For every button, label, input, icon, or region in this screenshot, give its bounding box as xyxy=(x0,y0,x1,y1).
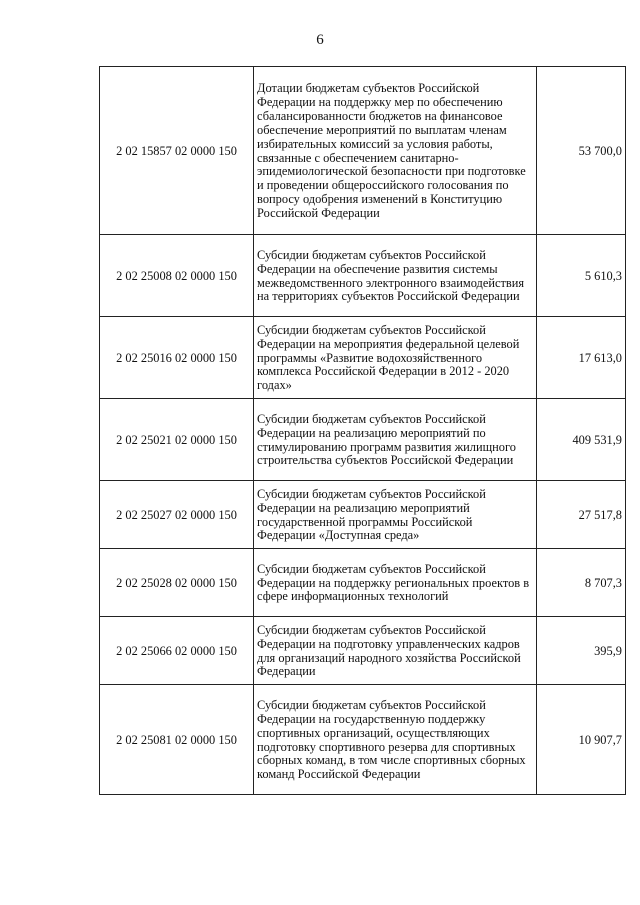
budget-description: Субсидии бюджетам субъектов Российской Федерации на государственную поддержку спортивных организаций, осуществляющих подготовку спортивного резерва для спортивных сборных команд, в том числе спортивных сборных команд Российской Федерации xyxy=(254,685,537,795)
budget-amount: 5 610,3 xyxy=(536,235,625,317)
budget-code: 2 02 25016 02 0000 150 xyxy=(100,317,254,399)
budget-amount: 53 700,0 xyxy=(536,67,625,235)
budget-code: 2 02 25008 02 0000 150 xyxy=(100,235,254,317)
table-row xyxy=(100,549,626,617)
budget-code: 2 02 25027 02 0000 150 xyxy=(100,481,254,549)
budget-code: 2 02 25028 02 0000 150 xyxy=(100,549,254,617)
budget-description: Дотации бюджетам субъектов Российской Федерации на поддержку мер по обеспечению сбалансированности бюджетов на финансовое обеспечение мероприятий по выплатам членам избирательных комиссий за условия работы, связанные с обеспечением санитарно-эпидемиологической безопасности при подготовке и проведении общероссийского голосования по вопросу одобрения изменений в Конституцию Российской Федерации xyxy=(254,67,537,235)
budget-amount: 17 613,0 xyxy=(536,317,625,399)
budget-description: Субсидии бюджетам субъектов Российской Федерации на подготовку управленческих кадров для организаций народного хозяйства Российской Федерации xyxy=(254,617,537,685)
budget-description: Субсидии бюджетам субъектов Российской Федерации на обеспечение развития системы межведомственного электронного взаимодействия на территориях субъектов Российской Федерации xyxy=(254,235,537,317)
table-row xyxy=(100,399,626,481)
budget-amount: 27 517,8 xyxy=(536,481,625,549)
table-row xyxy=(100,317,626,399)
table-row xyxy=(100,481,626,549)
table-row xyxy=(100,617,626,685)
budget-description: Субсидии бюджетам субъектов Российской Федерации на реализацию мероприятий по стимулированию программ развития жилищного строительства субъектов Российской Федерации xyxy=(254,399,537,481)
budget-amount: 10 907,7 xyxy=(536,685,625,795)
budget-amount: 395,9 xyxy=(536,617,625,685)
budget-code: 2 02 25021 02 0000 150 xyxy=(100,399,254,481)
budget-revenue-table xyxy=(99,66,626,795)
budget-description: Субсидии бюджетам субъектов Российской Федерации на поддержку региональных проектов в сфере информационных технологий xyxy=(254,549,537,617)
page-number: 6 xyxy=(316,32,324,48)
table-row xyxy=(100,67,626,235)
budget-amount: 8 707,3 xyxy=(536,549,625,617)
budget-amount: 409 531,9 xyxy=(536,399,625,481)
budget-description: Субсидии бюджетам субъектов Российской Федерации на реализацию мероприятий государственной программы Российской Федерации «Доступная среда» xyxy=(254,481,537,549)
table-row xyxy=(100,685,626,795)
budget-code: 2 02 25081 02 0000 150 xyxy=(100,685,254,795)
budget-description: Субсидии бюджетам субъектов Российской Федерации на мероприятия федеральной целевой программы «Развитие водохозяйственного комплекса Российской Федерации в 2012 - 2020 годах» xyxy=(254,317,537,399)
table-row xyxy=(100,235,626,317)
budget-code: 2 02 15857 02 0000 150 xyxy=(100,67,254,235)
budget-code: 2 02 25066 02 0000 150 xyxy=(100,617,254,685)
